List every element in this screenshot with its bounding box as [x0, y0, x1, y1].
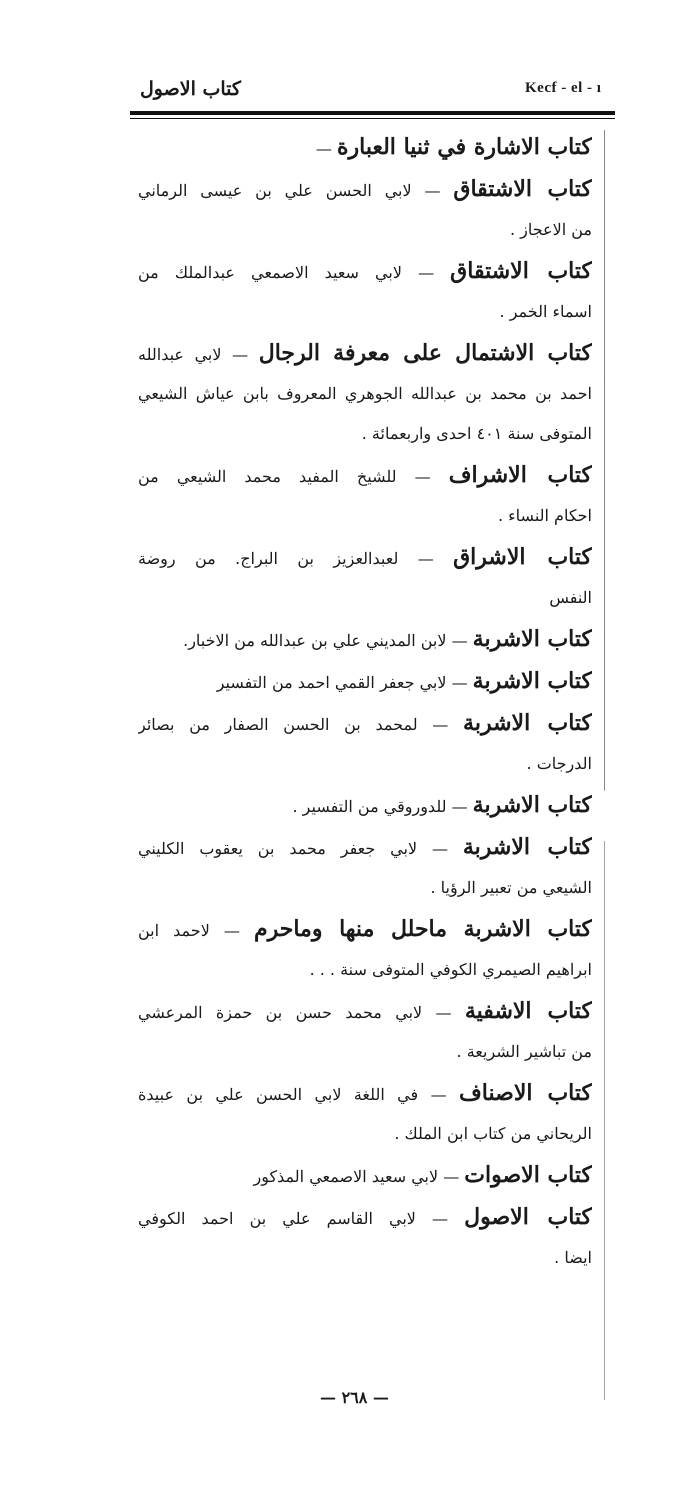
- bibliography-entry: [138, 618, 592, 660]
- entry-continuation-line: ابراهيم الصيمري الكوفي المتوفى سنة . . .: [309, 960, 592, 979]
- entry-continuation-line: الدرجات .: [526, 754, 592, 773]
- entry-heading: كتاب الاشتقاق: [450, 258, 592, 284]
- entry-author-text: — لابي الحسن علي بن عيسى الرماني: [138, 181, 454, 200]
- entry-heading: كتاب الاشراق: [453, 544, 592, 570]
- bibliography-entry: [138, 1154, 592, 1196]
- header-rule-thin: [130, 118, 615, 119]
- bibliography-entry: [138, 1196, 592, 1278]
- entry-continuation-line: الريحاني من كتاب ابن الملك .: [394, 1124, 592, 1143]
- entry-heading: كتاب الاشتمال على معرفة الرجال: [258, 340, 592, 366]
- entry-heading: كتاب الاصوات: [464, 1162, 592, 1188]
- entry-first-line: [138, 126, 592, 168]
- entry-heading: كتاب الاشتقاق: [453, 176, 592, 202]
- entry-first-line: [138, 908, 592, 950]
- entry-first-line: [138, 702, 592, 744]
- entry-first-line: [138, 1154, 592, 1196]
- entry-first-line: [138, 826, 592, 868]
- entry-heading: كتاب الاشارة في ثنيا العبارة: [337, 134, 592, 160]
- bibliography-entry: [138, 990, 592, 1072]
- entry-continuation-line: ايضا .: [554, 1248, 592, 1267]
- entry-heading: كتاب الاشربة: [462, 834, 592, 860]
- entry-continuation-line: من الاعجاز .: [509, 220, 592, 239]
- bibliography-entry: [138, 250, 592, 332]
- entry-author-text: — لعبدالعزيز بن البراج. من روضة: [138, 549, 454, 568]
- entry-author-text: — لابي سعيد الاصمعي عبدالملك من: [138, 263, 451, 282]
- entry-heading: كتاب الاشفية: [464, 998, 592, 1024]
- entry-first-line: [138, 784, 592, 826]
- entry-first-line: [138, 536, 592, 578]
- entry-continuation-line: احكام النساء .: [497, 506, 592, 525]
- header-rule-thick: [130, 111, 615, 115]
- entry-first-line: [138, 168, 592, 210]
- entry-continuation-line: من تباشير الشريعة .: [456, 1042, 592, 1061]
- bibliography-entry: [138, 126, 592, 168]
- entry-heading: كتاب الاشراف: [448, 462, 592, 488]
- bibliography-entry: [138, 168, 592, 250]
- entry-author-text: — لابي محمد حسن بن حمزة المرعشي: [138, 1003, 465, 1022]
- entry-author-text: — لابي جعفر القمي احمد من التفسير: [216, 673, 473, 692]
- bibliography-entry: [138, 332, 592, 454]
- entry-continuation-line: المتوفى سنة ٤٠١ احدى واربعمائة .: [361, 424, 592, 443]
- entry-continuation-line: احمد بن محمد بن عبدالله الجوهري المعروف بابن عياش الشيعي: [138, 384, 592, 403]
- entry-first-line: [138, 1072, 592, 1114]
- bibliography-entry: [138, 536, 592, 618]
- entry-first-line: [138, 332, 592, 374]
- entry-continuation-line: الشيعي من تعبير الرؤيا .: [430, 878, 592, 897]
- entry-first-line: [138, 454, 592, 496]
- entry-heading: كتاب الاشربة ماحلل منها وماحرم: [253, 916, 592, 942]
- entry-author-text: — في اللغة لابي الحسن علي بن عبيدة: [138, 1085, 459, 1104]
- bibliography-entry: [138, 826, 592, 908]
- entry-author-text: — لابن المديني علي بن عبدالله من الاخبار.: [183, 631, 473, 650]
- entry-first-line: [138, 990, 592, 1032]
- entry-author-text: — لابي جعفر محمد بن يعقوب الكليني: [138, 839, 463, 858]
- entry-author-text: — للدوروقي من التفسير .: [292, 797, 473, 816]
- entry-heading: كتاب الاشربة: [472, 626, 592, 652]
- bibliography-entry: [138, 908, 592, 990]
- entry-heading: كتاب الاصول: [464, 1204, 592, 1230]
- entry-first-line: [138, 250, 592, 292]
- entry-continuation-line: النفس: [549, 588, 592, 607]
- bibliography-entry: [138, 454, 592, 536]
- bibliography-entry: [138, 702, 592, 784]
- entry-author-text: —: [315, 139, 337, 158]
- entry-first-line: [138, 660, 592, 702]
- running-title-arabic: كتاب الاصول: [140, 78, 241, 100]
- entry-first-line: [138, 618, 592, 660]
- entry-author-text: — لمحمد بن الحسن الصفار من بصائر: [138, 715, 464, 734]
- margin-line: [604, 130, 605, 1400]
- bibliography-entry: [138, 660, 592, 702]
- entry-heading: كتاب الاصناف: [458, 1080, 592, 1106]
- page-number: — ٢٦٨ —: [320, 1388, 389, 1407]
- entry-author-text: — للشيخ المفيد محمد الشيعي من: [138, 467, 449, 486]
- entry-author-text: — لاحمد ابن: [138, 921, 254, 940]
- bibliography-entry: [138, 784, 592, 826]
- entry-heading: كتاب الاشربة: [463, 710, 592, 736]
- entry-author-text: — لابي عبدالله: [138, 345, 259, 364]
- entry-first-line: [138, 1196, 592, 1238]
- entry-heading: كتاب الاشربة: [472, 792, 592, 818]
- bibliography-entry: [138, 1072, 592, 1154]
- entries-column: [138, 126, 592, 1278]
- entry-continuation-line: اسماء الخمر .: [499, 302, 592, 321]
- running-title-latin: Kecf - el - ı: [525, 80, 602, 96]
- entry-heading: كتاب الاشربة: [472, 668, 592, 694]
- entry-author-text: — لابي القاسم علي بن احمد الكوفي: [138, 1209, 465, 1228]
- entry-author-text: — لابي سعيد الاصمعي المذكور: [253, 1167, 465, 1186]
